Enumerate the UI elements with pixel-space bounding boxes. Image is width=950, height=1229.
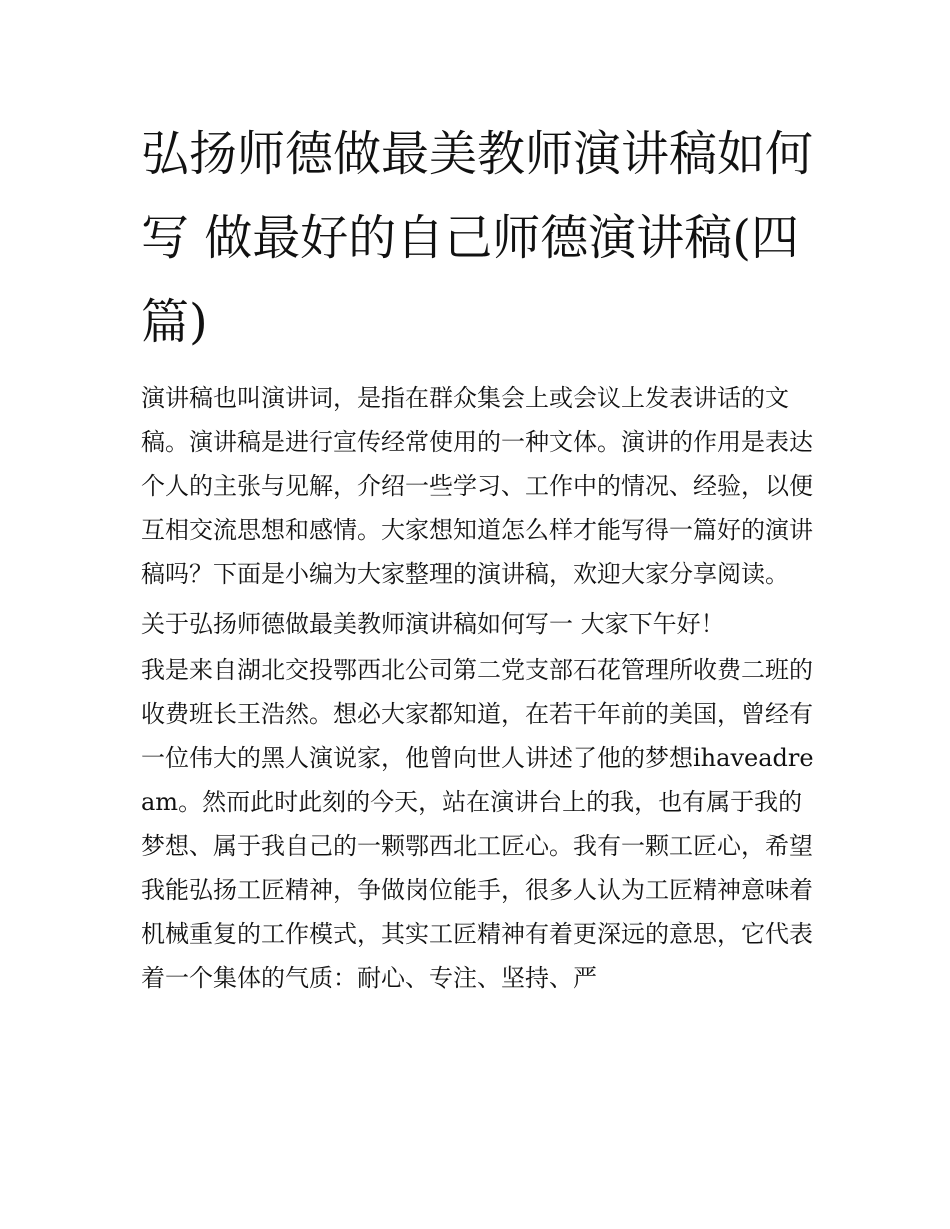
intro-paragraph: 演讲稿也叫演讲词，是指在群众集会上或会议上发表讲话的文稿。演讲稿是进行宣传经常使用的一种文体。演讲的作用是表达个人的主张与见解，介绍一些学习、工作中的情况、经验，以便互相交流思想和感情。大家想知道怎么样才能写得一篇好的演讲稿吗？下面是小编为大家整理的演讲稿，欢迎大家分享阅读。: [141, 384, 813, 588]
document-title: 弘扬师德做最美教师演讲稿如何写 做最好的自己师德演讲稿(四篇): [141, 126, 814, 350]
section-heading-paragraph: 关于弘扬师德做最美教师演讲稿如何写一 大家下午好！: [141, 610, 725, 638]
document-content: [141, 112, 816, 1000]
body-paragraph: 我是来自湖北交投鄂西北公司第二党支部石花管理所收费二班的收费班长王浩然。想必大家都知道，在若干年前的美国，曾经有一位伟大的黑人演说家，他曾向世人讲述了他的梦想ihaveadream。然而此时此刻的今天，站在演讲台上的我，也有属于我的梦想、属于我自己的一颗鄂西北工匠心。我有一颗工匠心，希望我能弘扬工匠精神，争做岗位能手，很多人认为工匠精神意味着机械重复的工作模式，其实工匠精神有着更深远的意思，它代表着一个集体的气质：耐心、专注、坚持、严: [141, 656, 814, 992]
